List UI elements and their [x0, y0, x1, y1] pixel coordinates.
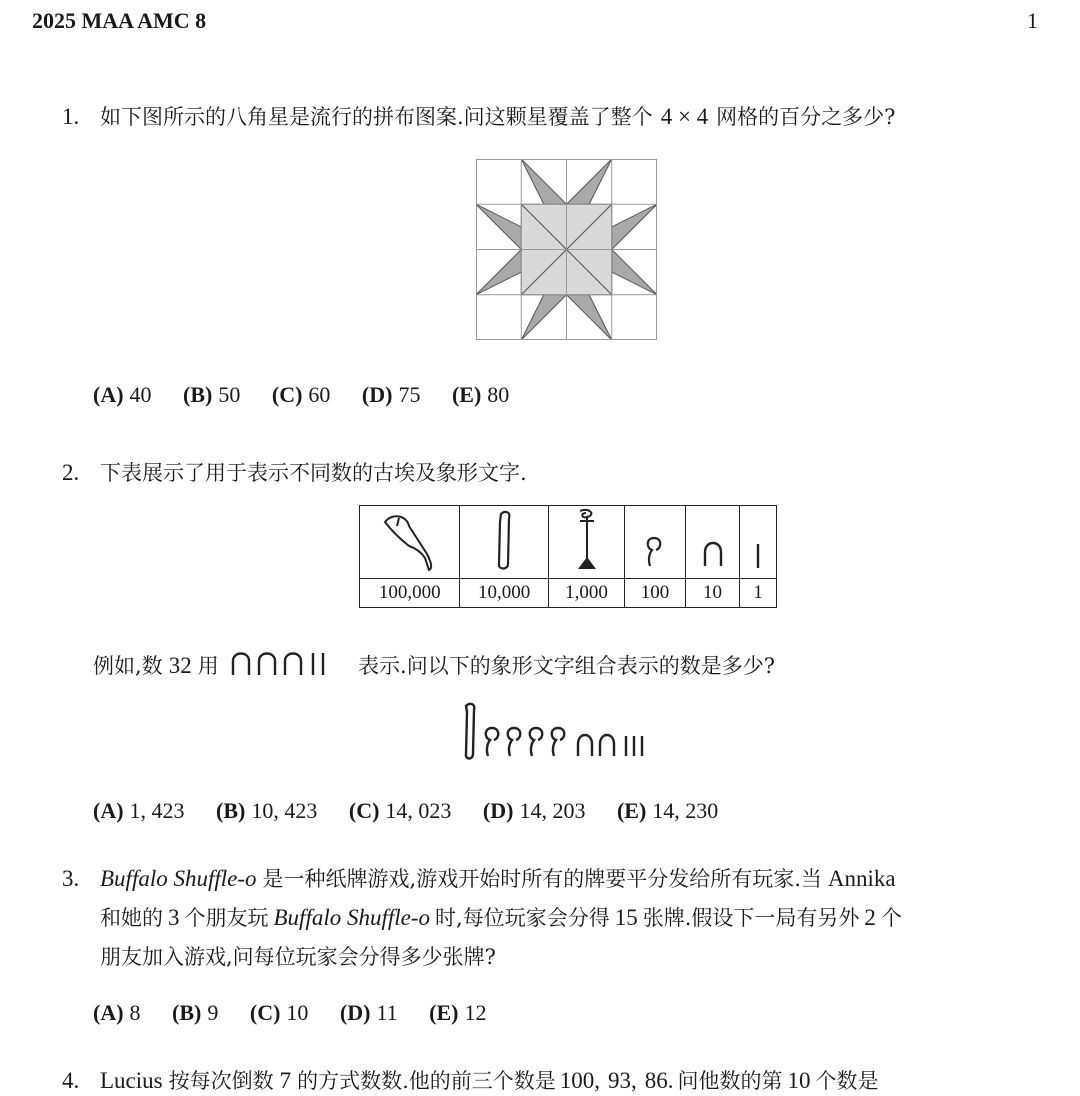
- example-32-glyphs-icon: [229, 647, 347, 677]
- q4-index: 10: [787, 1068, 811, 1093]
- q3-line2-e: 个: [880, 906, 902, 930]
- finger-glyph-icon: [460, 506, 548, 579]
- hieroglyph-table: [359, 505, 777, 608]
- q3-person-name: Annika: [827, 866, 896, 891]
- value-cell: 100: [625, 579, 685, 608]
- question-3-line-2: [100, 903, 902, 933]
- choice-b[interactable]: (B) 9: [172, 1000, 219, 1025]
- question-number: 3.: [62, 866, 80, 891]
- glyph-combination-icon: [460, 700, 680, 762]
- q4-first-number: 100,: [559, 1068, 601, 1093]
- question-3-choices: [93, 1000, 512, 1026]
- question-number: 2.: [62, 460, 80, 485]
- tadpole-glyph-icon: [360, 506, 460, 579]
- coil-glyph-icon: [625, 506, 685, 579]
- q1-text-a: 如下图所示的八角星是流行的拼布图案.问这颗星覆盖了整个: [100, 105, 653, 129]
- q4-text-a: 按每次倒数: [168, 1069, 274, 1093]
- choice-c[interactable]: (C) 14, 023: [348, 798, 452, 823]
- lotus-glyph-icon: [548, 506, 624, 579]
- q1-text-b: 网格的百分之多少?: [716, 105, 896, 129]
- choice-d[interactable]: (D) 11: [339, 1000, 398, 1025]
- q3-line2-d: 张牌.假设下一局有另外: [642, 906, 860, 930]
- eight-pointed-star-figure: [476, 159, 657, 340]
- choice-e[interactable]: (E) 12: [429, 1000, 487, 1025]
- value-cell: 10,000: [460, 579, 548, 608]
- choice-d[interactable]: (D) 75: [361, 382, 421, 407]
- question-3-line-3: 朋友加入游戏,问每位玩家会分得多少张牌?: [100, 945, 496, 969]
- question-1-text: [62, 102, 895, 132]
- value-cell: 100,000: [360, 579, 460, 608]
- page-number: 1: [1027, 8, 1038, 33]
- question-2-example: [93, 647, 775, 681]
- stroke-glyph-icon: [740, 506, 777, 579]
- heel-glyph-icon: [685, 506, 740, 579]
- choice-e[interactable]: (E) 14, 230: [616, 798, 719, 823]
- q4-person-name: Lucius: [100, 1068, 163, 1093]
- q2-example-a: 例如,数: [93, 654, 163, 678]
- q3-num-friends: 3: [168, 905, 180, 930]
- question-2-text: [62, 458, 527, 488]
- q4-second-number: 93,: [608, 1068, 637, 1093]
- q3-line2-b: 个朋友玩: [184, 906, 269, 930]
- value-cell: 1,000: [548, 579, 624, 608]
- choice-d[interactable]: (D) 14, 203: [482, 798, 586, 823]
- choice-c[interactable]: (C) 10: [249, 1000, 309, 1025]
- choice-a[interactable]: (A) 1, 423: [93, 798, 185, 823]
- q2-text: 下表展示了用于表示不同数的古埃及象形文字.: [100, 461, 527, 485]
- q3-line2-a: 和她的: [100, 906, 163, 930]
- q4-step: 7: [279, 1068, 292, 1093]
- choice-a[interactable]: (A) 40: [93, 382, 152, 407]
- q3-game-name-2: Buffalo Shuffle-o: [273, 905, 431, 930]
- choice-c[interactable]: (C) 60: [271, 382, 331, 407]
- q4-text-c: 问他数的第: [677, 1069, 783, 1093]
- value-cell: 1: [740, 579, 777, 608]
- question-2-choices: [93, 798, 744, 824]
- value-cell: 10: [685, 579, 740, 608]
- q3-num-extra: 2: [864, 905, 876, 930]
- q4-text-b: 的方式数数.他的前三个数是: [297, 1069, 556, 1093]
- question-number: 1.: [62, 104, 80, 129]
- choice-b[interactable]: (B) 50: [183, 382, 241, 407]
- page-header-title: 2025 MAA AMC 8: [32, 8, 207, 33]
- question-number: 4.: [62, 1068, 80, 1093]
- question-3-line-1: [62, 864, 896, 894]
- question-1-choices: [93, 382, 535, 408]
- grid-lines: [476, 159, 657, 340]
- q3-num-cards: 15: [614, 905, 638, 930]
- q2-example-b: 用: [197, 654, 219, 678]
- q4-text-d: 个数是: [815, 1069, 879, 1093]
- q3-line2-c: 时,每位玩家会分得: [435, 906, 610, 930]
- q2-example-c: 表示.问以下的象形文字组合表示的数是多少?: [358, 654, 775, 678]
- q3-game-name: Buffalo Shuffle-o: [100, 866, 257, 891]
- q3-line1-text: 是一种纸牌游戏,游戏开始时所有的牌要平分发给所有玩家.当: [262, 867, 822, 891]
- choice-b[interactable]: (B) 10, 423: [216, 798, 318, 823]
- q1-grid-size: 4 × 4: [660, 104, 709, 129]
- choice-a[interactable]: (A) 8: [93, 1000, 141, 1025]
- q4-third-number: 86.: [644, 1068, 674, 1093]
- q2-example-number: 32: [168, 653, 192, 678]
- choice-e[interactable]: (E) 80: [451, 382, 510, 407]
